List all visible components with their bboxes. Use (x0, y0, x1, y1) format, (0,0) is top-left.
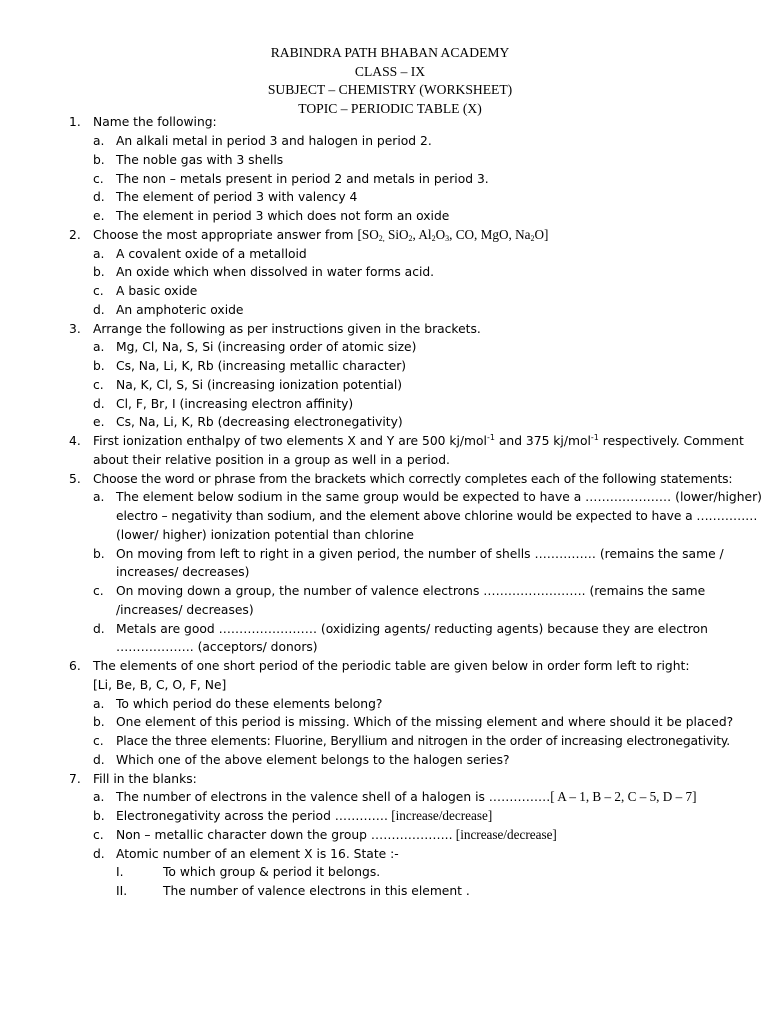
item-text: To which period do these elements belong? (116, 697, 383, 711)
item-label: e. (93, 415, 105, 429)
item-label: c. (93, 734, 104, 748)
item-text: Electronegativity across the period …………. [increase/decrease] (116, 808, 493, 823)
item-label: b. (93, 359, 105, 373)
item-label: b. (93, 153, 105, 167)
question-text: First ionization enthalpy of two elements X and Y are 500 kj/mol$^{-1}$ and 375 kj/mol$^{-1}$ respectively. Comment (93, 433, 744, 448)
item-label: d. (93, 397, 105, 411)
item-text: Cl, F, Br, I (increasing electron affinity) (116, 397, 354, 411)
item-label: a. (93, 340, 105, 354)
item-text: The element of period 3 with valency 4 (116, 190, 358, 204)
item-text: An alkali metal in period 3 and halogen in period 2. (116, 134, 432, 148)
item-label: a. (93, 790, 105, 804)
item-text: A covalent oxide of a metalloid (116, 247, 307, 261)
item-text: The number of electrons in the valence shell of a halogen is ……………[ A – 1, B – 2, C – 5, D – 7] (116, 789, 697, 804)
class-label: CLASS – IX (354, 63, 426, 79)
question-text: Choose the word or phrase from the brackets which correctly completes each of the following statements: (93, 472, 733, 486)
question-number: 7. (69, 772, 81, 786)
element-list-text: [Li, Be, B, C, O, F, Ne] (93, 678, 227, 692)
question-text: Arrange the following as per instructions given in the brackets. (93, 322, 481, 336)
sub-item-text: To which group & period it belongs. (163, 865, 381, 879)
question-text: about their relative position in a group as well in a period. (93, 453, 450, 467)
item-label: a. (93, 490, 105, 504)
item-text: Metals are good …………………… (oxidizing agents/ reducting agents) because they are electron (116, 622, 708, 636)
question-number: 2. (69, 228, 81, 242)
item-label: c. (93, 378, 104, 392)
item-label: d. (93, 847, 105, 861)
sub-item-text: The number of valence electrons in this element . (163, 884, 470, 898)
question-text: Choose the most appropriate answer from [$SO_{2,}$ SiO$_2$, $Al_2O_3$, CO, MgO, $Na_2O$] (93, 227, 549, 243)
item-label: d. (93, 303, 105, 317)
oxide-options: [$SO_{2,}$ SiO$_2$, $Al_2O_3$, CO, MgO, $Na_2O$] (357, 227, 549, 243)
item-text: Cs, Na, Li, K, Rb (decreasing electronegativity) (116, 415, 403, 429)
item-label: e. (93, 209, 105, 223)
item-label: b. (93, 265, 105, 279)
item-text: A basic oxide (116, 284, 198, 298)
item-text: One element of this period is missing. Which of the missing element and where should it be placed? (116, 715, 734, 729)
worksheet-header (0, 44, 768, 119)
question-number: 5. (69, 472, 81, 486)
item-label: d. (93, 753, 105, 767)
item-label: c. (93, 172, 104, 186)
item-text: Atomic number of an element X is 16. State :- (116, 847, 399, 861)
item-text: Which one of the above element belongs to the halogen series? (116, 753, 510, 767)
item-text: electro – negativity than sodium, and the element above chlorine would be expected to have a …………… (116, 509, 758, 523)
item-label: b. (93, 715, 105, 729)
item-label: c. (93, 284, 104, 298)
item-label: d. (93, 190, 105, 204)
question-number: 1. (69, 115, 81, 129)
question-text: Fill in the blanks: (93, 772, 197, 786)
item-text: The element in period 3 which does not form an oxide (116, 209, 450, 223)
item-label: b. (93, 547, 105, 561)
item-text: Non – metallic character down the group ……………….. [increase/decrease] (116, 827, 557, 842)
question-text: Name the following: (93, 115, 217, 129)
item-text: Na, K, Cl, S, Si (increasing ionization potential) (116, 378, 403, 392)
item-text: On moving from left to right in a given period, the number of shells …………… (remains the same / (116, 547, 724, 561)
item-label: c. (93, 584, 104, 598)
item-label: a. (93, 247, 105, 261)
item-text: (lower/ higher) ionization potential than chlorine (116, 528, 414, 542)
item-text: Mg, Cl, Na, S, Si (increasing order of atomic size) (116, 340, 417, 354)
item-label: d. (93, 622, 105, 636)
question-number: 3. (69, 322, 81, 336)
school-name: RABINDRA PATH BHABAN ACADEMY (270, 45, 510, 60)
question-number: 4. (69, 434, 81, 448)
item-text: The noble gas with 3 shells (116, 153, 284, 167)
item-label: a. (93, 134, 105, 148)
question-text: The elements of one short period of the periodic table are given below in order form left to right: (93, 659, 690, 673)
item-text: Cs, Na, Li, K, Rb (increasing metallic character) (116, 359, 407, 373)
item-text: ………………. (acceptors/ donors) (116, 640, 318, 654)
item-text: /increases/ decreases) (116, 603, 254, 617)
item-text: An amphoteric oxide (116, 303, 244, 317)
item-text: Place the three elements: Fluorine, Beryllium and nitrogen in the order of increasing electronegativity. (116, 734, 731, 748)
item-text: The non – metals present in period 2 and metals in period 3. (116, 172, 489, 186)
item-label: b. (93, 809, 105, 823)
topic-label: TOPIC – PERIODIC TABLE (X) (298, 101, 482, 117)
roman-label: II. (116, 884, 128, 898)
item-text: On moving down a group, the number of valence electrons ……………………. (remains the same (116, 584, 706, 598)
question-number: 6. (69, 659, 81, 673)
roman-label: I. (116, 865, 124, 879)
item-label: c. (93, 828, 104, 842)
item-text: An oxide which when dissolved in water forms acid. (116, 265, 435, 279)
item-text: increases/ decreases) (116, 565, 250, 579)
item-text: The element below sodium in the same group would be expected to have a ………………… (lower/higher) (116, 490, 762, 504)
item-label: a. (93, 697, 105, 711)
subject-label: SUBJECT – CHEMISTRY (WORKSHEET) (267, 82, 513, 98)
